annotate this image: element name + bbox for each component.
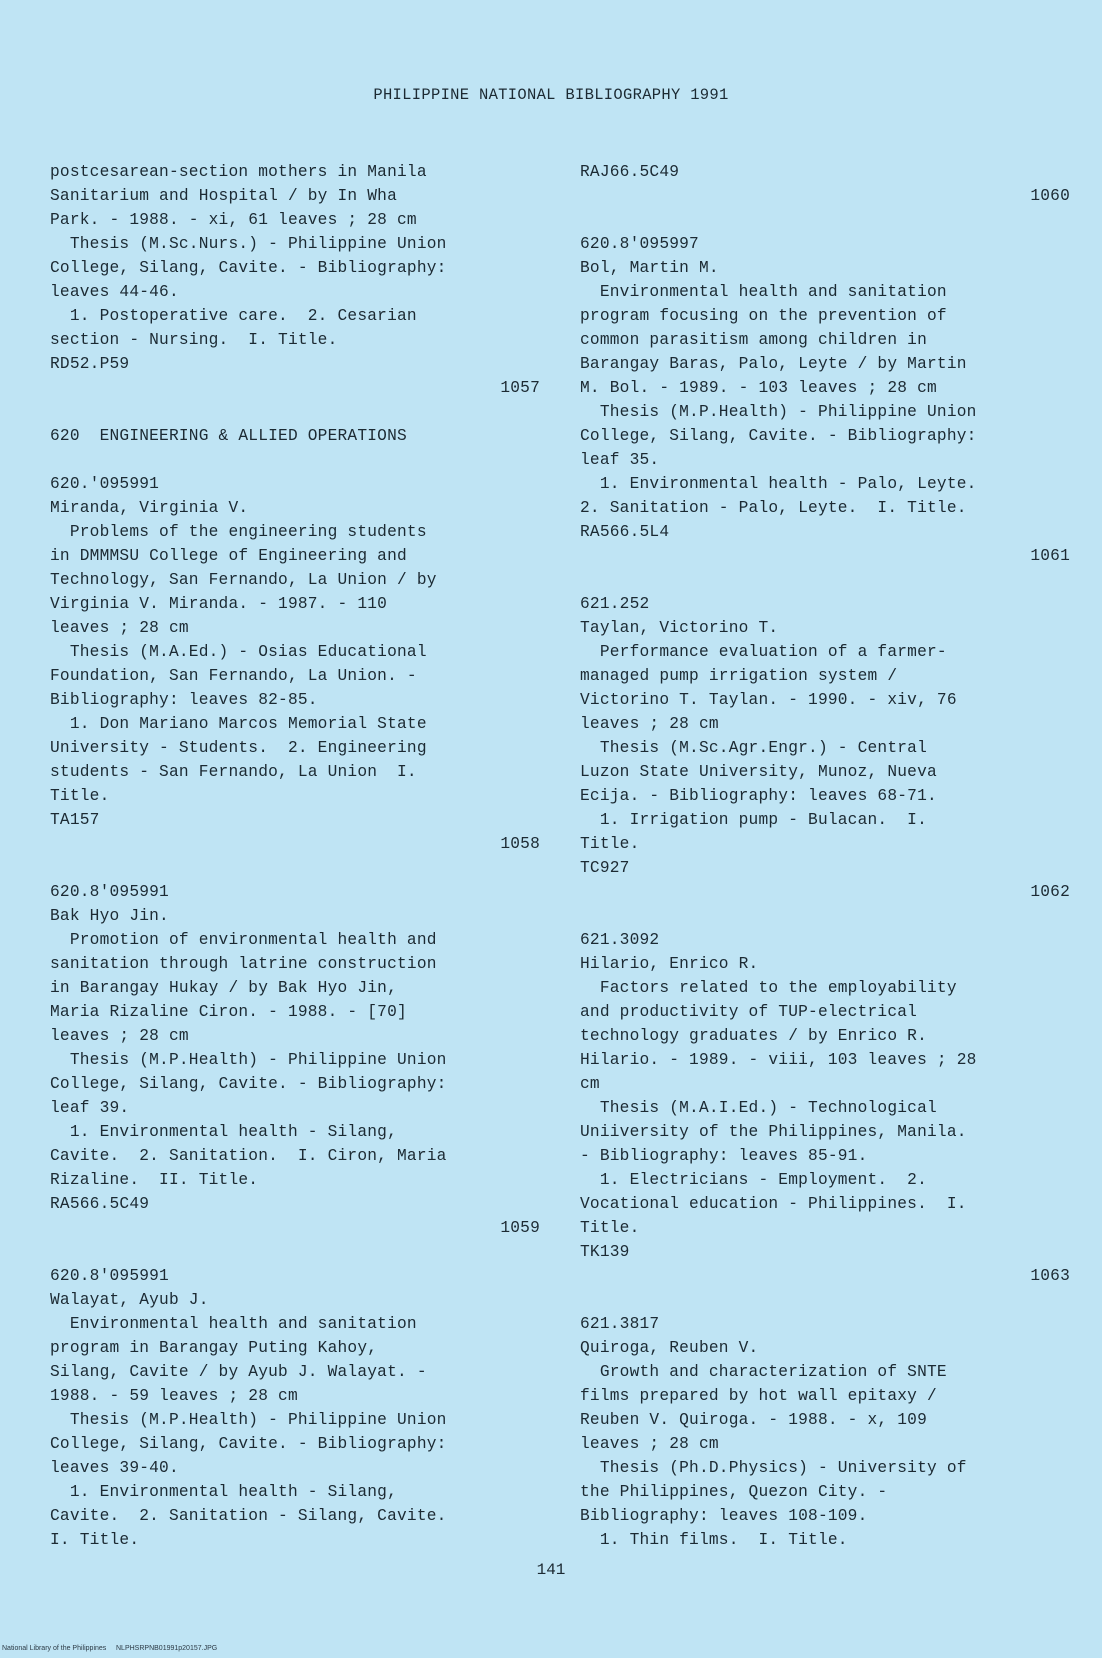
entry-line: Growth and characterization of SNTE: [580, 1363, 947, 1381]
entry-line: Promotion of environmental health and: [50, 931, 437, 949]
entry-line: Environmental health and sanitation: [580, 283, 947, 301]
entry-line: Sanitarium and Hospital / by In Wha: [50, 187, 397, 205]
entry-line: RAJ66.5C49: [580, 163, 680, 181]
entry-line: 1. Thin films. I. Title.: [580, 1531, 848, 1549]
entry-line: leaves 44-46.: [50, 283, 179, 301]
entry-number: 1061: [1030, 547, 1070, 565]
entry-line: 620 ENGINEERING & ALLIED OPERATIONS: [50, 427, 407, 445]
running-head: PHILIPPINE NATIONAL BIBLIOGRAPHY 1991: [373, 86, 729, 104]
entry-line: 2. Sanitation - Palo, Leyte. I. Title.: [580, 499, 967, 517]
entry-line: Luzon State University, Munoz, Nueva: [580, 763, 937, 781]
entry-line: 1. Irrigation pump - Bulacan. I.: [580, 811, 927, 829]
entry-line: Thesis (M.A.Ed.) - Osias Educational: [50, 643, 427, 661]
entry-line: Park. - 1988. - xi, 61 leaves ; 28 cm: [50, 211, 417, 229]
entry-line: section - Nursing. I. Title.: [50, 331, 338, 349]
bibliographic-entry: [50, 880, 540, 1240]
entry-line: leaf 39.: [50, 1099, 130, 1117]
entry-line: 621.3817: [580, 1315, 660, 1333]
entry-gap: [580, 1288, 1070, 1312]
entry-line: Ecija. - Bibliography: leaves 68-71.: [580, 787, 937, 805]
entry-line: 1. Postoperative care. 2. Cesarian: [50, 307, 417, 325]
entry-number: 1062: [1030, 883, 1070, 901]
entry-line: Barangay Baras, Palo, Leyte / by Martin: [580, 355, 967, 373]
entry-line: Victorino T. Taylan. - 1990. - xiv, 76: [580, 691, 957, 709]
entry-line: RA566.5L4: [580, 523, 670, 541]
entry-line: Vocational education - Philippines. I.: [580, 1195, 967, 1213]
entry-line: Reuben V. Quiroga. - 1988. - x, 109: [580, 1411, 927, 1429]
entry-gap: [50, 448, 540, 472]
entry-line: Environmental health and sanitation: [50, 1315, 417, 1333]
page-number: 141: [536, 1561, 566, 1579]
entry-line: program in Barangay Puting Kahoy,: [50, 1339, 378, 1357]
entry-line: Title.: [580, 1219, 640, 1237]
entry-line: the Philippines, Quezon City. -: [580, 1483, 888, 1501]
entry-line: leaves ; 28 cm: [580, 1435, 719, 1453]
entry-line: program focusing on the prevention of: [580, 307, 947, 325]
entry-line: Thesis (M.Sc.Agr.Engr.) - Central: [580, 739, 927, 757]
entry-line: sanitation through latrine construction: [50, 955, 437, 973]
entry-line: Bak Hyo Jin.: [50, 907, 169, 925]
entry-line: Quiroga, Reuben V.: [580, 1339, 759, 1357]
bibliographic-entry: [50, 1264, 540, 1552]
entry-line: 1. Environmental health - Palo, Leyte.: [580, 475, 977, 493]
entry-line: Thesis (M.Sc.Nurs.) - Philippine Union: [50, 235, 447, 253]
entry-gap: [50, 856, 540, 880]
entry-line: Walayat, Ayub J.: [50, 1291, 209, 1309]
entry-line: 620.'095991: [50, 475, 160, 493]
entry-line: TK139: [580, 1243, 630, 1261]
bibliographic-entry: [580, 232, 1070, 568]
entry-line: Maria Rizaline Ciron. - 1988. - [70]: [50, 1003, 407, 1021]
entry-line: common parasitism among children in: [580, 331, 927, 349]
entry-line: College, Silang, Cavite. - Bibliography:: [50, 1075, 447, 1093]
entry-line: Foundation, San Fernando, La Union. -: [50, 667, 417, 685]
entry-line: leaf 35.: [580, 451, 660, 469]
bibliographic-entry: [50, 424, 540, 448]
entry-line: M. Bol. - 1989. - 103 leaves ; 28 cm: [580, 379, 937, 397]
entry-line: leaves 39-40.: [50, 1459, 179, 1477]
right-column: [580, 160, 1070, 1552]
entry-line: students - San Fernando, La Union I.: [50, 763, 417, 781]
entry-line: in Barangay Hukay / by Bak Hyo Jin,: [50, 979, 397, 997]
entry-line: leaves ; 28 cm: [50, 619, 189, 637]
entry-line: Uniiversity of the Philippines, Manila.: [580, 1123, 967, 1141]
bibliographic-entry: [580, 160, 1070, 208]
entry-gap: [580, 904, 1070, 928]
entry-number: 1060: [1030, 187, 1070, 205]
entry-line: Cavite. 2. Sanitation - Silang, Cavite.: [50, 1507, 447, 1525]
entry-line: Rizaline. II. Title.: [50, 1171, 259, 1189]
entry-line: Thesis (M.P.Health) - Philippine Union: [50, 1411, 447, 1429]
bibliographic-entry: [580, 592, 1070, 904]
entry-line: 1. Environmental health - Silang,: [50, 1123, 397, 1141]
entry-line: Silang, Cavite / by Ayub J. Walayat. -: [50, 1363, 427, 1381]
entry-line: RD52.P59: [50, 355, 130, 373]
entry-line: Thesis (M.P.Health) - Philippine Union: [50, 1051, 447, 1069]
entry-line: TA157: [50, 811, 100, 829]
entry-line: Thesis (M.P.Health) - Philippine Union: [580, 403, 977, 421]
entry-line: 621.3092: [580, 931, 660, 949]
entry-number: 1057: [500, 379, 540, 397]
entry-line: - Bibliography: leaves 85-91.: [580, 1147, 868, 1165]
entry-line: Hilario, Enrico R.: [580, 955, 759, 973]
entry-line: 1. Don Mariano Marcos Memorial State: [50, 715, 427, 733]
entry-line: Bibliography: leaves 108-109.: [580, 1507, 868, 1525]
entry-line: Bol, Martin M.: [580, 259, 719, 277]
entry-line: Bibliography: leaves 82-85.: [50, 691, 318, 709]
entry-number: 1059: [500, 1219, 540, 1237]
entry-gap: [580, 568, 1070, 592]
entry-line: 620.8'095997: [580, 235, 699, 253]
bibliographic-entry: [580, 1312, 1070, 1552]
entry-line: RA566.5C49: [50, 1195, 150, 1213]
entry-line: TC927: [580, 859, 630, 877]
entry-gap: [50, 1240, 540, 1264]
entry-number: 1058: [500, 835, 540, 853]
entry-line: Performance evaluation of a farmer-: [580, 643, 947, 661]
entry-line: Taylan, Victorino T.: [580, 619, 779, 637]
entry-line: and productivity of TUP-electrical: [580, 1003, 918, 1021]
entry-line: Thesis (Ph.D.Physics) - University of: [580, 1459, 967, 1477]
entry-line: I. Title.: [50, 1531, 140, 1549]
entry-line: Technology, San Fernando, La Union / by: [50, 571, 437, 589]
entry-line: Title.: [50, 787, 110, 805]
entry-line: in DMMMSU College of Engineering and: [50, 547, 407, 565]
entry-line: postcesarean-section mothers in Manila: [50, 163, 427, 181]
left-column: [50, 160, 540, 1552]
entry-line: 1. Electricians - Employment. 2.: [580, 1171, 927, 1189]
entry-line: College, Silang, Cavite. - Bibliography:: [50, 259, 447, 277]
bibliographic-entry: [50, 160, 540, 400]
entry-line: technology graduates / by Enrico R.: [580, 1027, 927, 1045]
source-note: National Library of the Philippines NLPHSRPNB01991p20157.JPG: [2, 1645, 218, 1652]
entry-line: 620.8'095991: [50, 883, 169, 901]
entry-line: 620.8'095991: [50, 1267, 169, 1285]
entry-line: Problems of the engineering students: [50, 523, 427, 541]
entry-line: leaves ; 28 cm: [580, 715, 719, 733]
entry-line: managed pump irrigation system /: [580, 667, 898, 685]
entry-line: 1988. - 59 leaves ; 28 cm: [50, 1387, 298, 1405]
entry-line: Miranda, Virginia V.: [50, 499, 249, 517]
entry-line: Virginia V. Miranda. - 1987. - 110: [50, 595, 388, 613]
entry-line: Hilario. - 1989. - viii, 103 leaves ; 28: [580, 1051, 977, 1069]
entry-gap: [50, 400, 540, 424]
entry-line: Factors related to the employability: [580, 979, 957, 997]
entry-line: 1. Environmental health - Silang,: [50, 1483, 397, 1501]
entry-line: University - Students. 2. Engineering: [50, 739, 427, 757]
bibliographic-entry: [50, 472, 540, 856]
entry-line: Cavite. 2. Sanitation. I. Ciron, Maria: [50, 1147, 447, 1165]
entry-line: College, Silang, Cavite. - Bibliography:: [580, 427, 977, 445]
entry-line: cm: [580, 1075, 600, 1093]
entry-number: 1063: [1030, 1267, 1070, 1285]
entry-line: leaves ; 28 cm: [50, 1027, 189, 1045]
entry-line: Title.: [580, 835, 640, 853]
entry-line: College, Silang, Cavite. - Bibliography:: [50, 1435, 447, 1453]
entry-line: films prepared by hot wall epitaxy /: [580, 1387, 937, 1405]
entry-line: Thesis (M.A.I.Ed.) - Technological: [580, 1099, 937, 1117]
entry-gap: [580, 208, 1070, 232]
entry-line: 621.252: [580, 595, 650, 613]
bibliographic-entry: [580, 928, 1070, 1288]
